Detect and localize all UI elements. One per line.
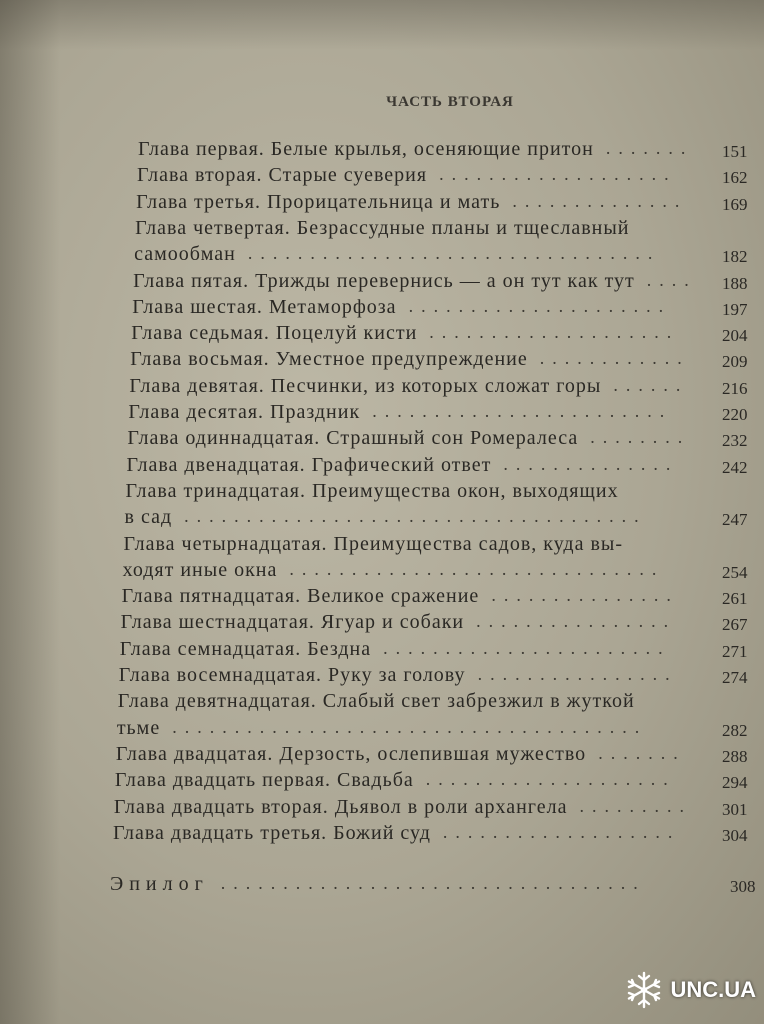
toc-entry-page: 254 [721,562,748,582]
toc-entry-line [130,348,762,374]
toc-entry-title: Глава первая. Белые крылья, осеняющие притон [138,138,594,160]
toc-leader-dots: .................................. [220,873,646,894]
toc-entry-page: 204 [721,326,748,346]
epilogue-page: 308 [730,877,756,897]
toc-entry-title: Глава четырнадцатая. Преимущества садов, куда вы- [123,532,624,555]
toc-entry-page: 274 [721,668,748,687]
toc-entry-title: в сад [124,506,173,529]
toc-leader-dots: ..................... [408,295,672,316]
toc-entry-line [122,585,762,611]
toc-entry-page: 261 [721,589,748,609]
toc-entry-line [119,664,762,690]
toc-entry-page: 182 [721,247,748,267]
toc-entry-line [121,611,762,637]
epilogue-label: Эпилог [110,873,209,896]
toc-entry-title: Глава седьмая. Поцелуй кисти [131,322,418,345]
toc-entry-line [131,322,762,348]
toc-leader-dots: ............... [491,585,679,606]
epilogue-line [110,873,762,899]
toc-entry-page: 294 [721,773,748,793]
toc-entry-line [123,559,762,585]
toc-entry-line [128,401,762,427]
toc-entry-line [127,427,762,453]
watermark [624,970,756,1010]
toc-entry-line [129,375,762,401]
toc-entry-title: Глава двадцать первая. Свадьба [114,769,414,792]
toc-entry-line [133,270,762,296]
toc-entry-title: Глава шестнадцатая. Ягуар и собаки [120,611,465,634]
toc-entry-line [120,638,762,664]
toc-leader-dots: .................... [429,322,680,343]
toc-leader-dots: .............. [503,453,679,474]
toc-entry-page: 267 [721,615,748,635]
toc-entry-line [114,796,762,822]
toc-leader-dots: ............ [539,348,690,369]
toc-entry-page: 209 [721,352,748,372]
toc-entry-page: 197 [721,299,748,319]
toc-entry-page: 304 [721,825,748,845]
toc-entry-page: 151 [722,142,748,161]
toc-entry-line [118,690,762,716]
toc-leader-dots: ........................ [372,401,673,421]
toc-leader-dots: ...... [613,374,689,395]
toc-entry-title: Глава двадцать вторая. Дьявол в роли архангела [113,795,568,818]
toc-leader-dots: ....... [598,742,686,763]
toc-entry-title: Глава тринадцатая. Преимущества окон, выходящих [125,479,619,502]
toc-entry-title: Глава десятая. Праздник [128,401,361,423]
toc-leader-dots: ....... [605,138,694,158]
toc-entry-title: Глава пятая. Трижды перевернись — а он тут как тут [133,269,635,292]
toc-leader-dots: ........ [590,427,691,448]
toc-entry-title: Глава четвертая. Безрассудные планы и тщеславный [135,216,630,239]
toc-entry-page: 162 [721,168,748,188]
toc-leader-dots: ..................................... [184,506,647,527]
toc-leader-dots: .................... [425,769,676,790]
toc-entry-line [132,296,762,322]
toc-entry-page: 282 [721,720,748,740]
toc-entry-line [117,717,762,743]
toc-entry-title: самообман [134,243,236,266]
toc-entry-line [124,533,762,559]
toc-leader-dots: ...................................... [172,716,648,737]
toc-entry-title: Глава восьмая. Уместное предупреждение [130,348,528,371]
toc-entry-page: 220 [721,405,748,424]
toc-leader-dots: ................................. [247,243,661,264]
toc-leader-dots: ................... [439,164,677,185]
toc-entry-line [138,138,762,164]
watermark-text: UNC.UA [670,977,756,1002]
toc-entry-title: Глава вторая. Старые суеверия [137,164,428,187]
toc-entry-title: Глава девятнадцатая. Слабый свет забрезжил в жуткой [117,690,635,713]
toc-entry-page: 188 [721,273,748,293]
toc-entry-line [113,822,762,848]
toc-entry-line [125,506,762,532]
toc-entry-line [136,191,762,217]
toc-entry-title: Глава пятнадцатая. Великое сражение [121,585,480,608]
toc-leader-dots: .............................. [289,558,665,579]
toc-entry-page: 301 [721,799,748,819]
toc-entry-line [125,480,762,506]
toc-leader-dots: .... [646,269,697,290]
toc-entry-line [126,454,762,480]
toc-entry-line [135,217,762,243]
toc-entry-line [116,743,762,769]
toc-entry-title: ходят иные окна [122,558,278,581]
snowflake-logo-icon [624,970,664,1010]
toc-entry-title: Глава шестая. Метаморфоза [132,295,397,318]
toc-entry-page: 288 [721,746,748,766]
toc-entry-page: 169 [721,194,748,214]
toc-entry-title: Глава семнадцатая. Бездна [119,637,372,660]
toc-entry-title: Глава восемнадцатая. Руку за голову [118,664,466,686]
toc-entry-line [134,243,762,269]
toc-leader-dots: ................... [442,821,681,842]
toc-entry-line [137,164,762,190]
toc-entry-title: Глава двадцатая. Дерзость, ослепившая мужество [115,742,587,765]
toc-entry-title: Глава третья. Прорицательница и мать [136,190,501,213]
toc-leader-dots: ....................... [383,637,671,658]
toc-leader-dots: .............. [512,190,688,211]
toc-leader-dots: ......... [579,795,692,816]
toc-leader-dots: ................ [477,664,678,684]
toc-entry-page: 242 [721,457,748,477]
toc-entry-title: тьме [116,716,161,739]
toc-entry-title: Глава двадцать третья. Божий суд [112,821,431,844]
section-title: ЧАСТЬ ВТОРАЯ [386,94,514,110]
toc-entry-title: Глава одиннадцатая. Страшный сон Ромералеса [127,427,579,450]
toc-entry-title: Глава девятая. Песчинки, из которых сложат горы [129,374,602,397]
toc-entry-page: 247 [721,510,748,530]
toc-entry-title: Глава двенадцатая. Графический ответ [126,453,492,476]
toc-entry-line [115,769,762,795]
toc-entry-page: 232 [721,431,748,451]
toc-entry-page: 271 [721,641,748,661]
toc-entry-page: 216 [721,378,748,398]
toc-leader-dots: ................ [476,611,677,632]
